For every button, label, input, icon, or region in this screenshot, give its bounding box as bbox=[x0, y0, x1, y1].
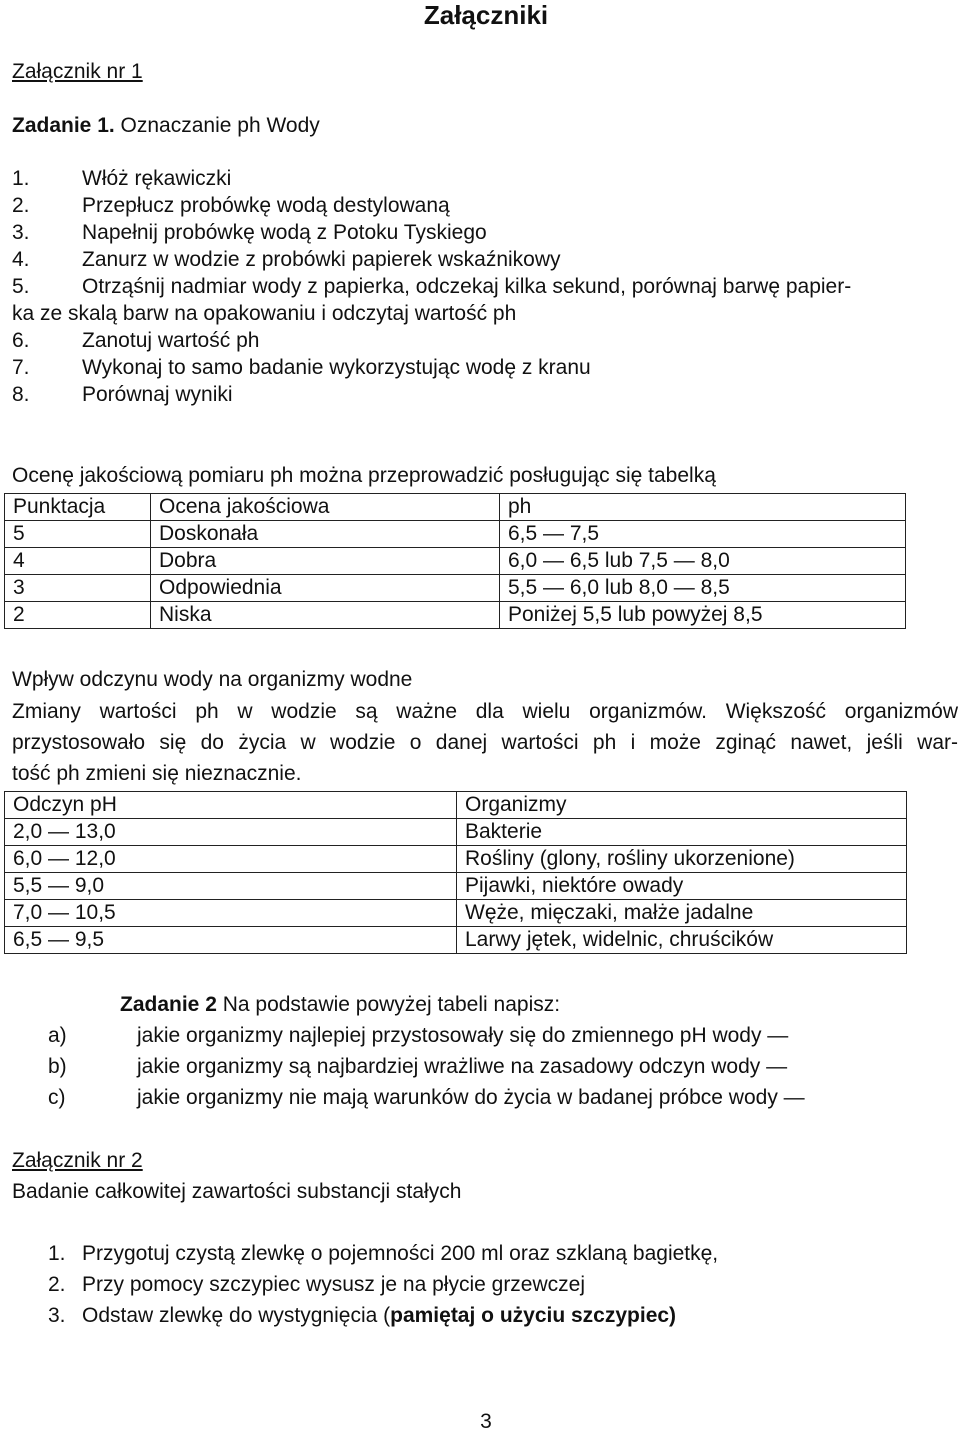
list-item: 4. Zanurz w wodzie z probówki papierek wskaźnikowy bbox=[12, 248, 561, 271]
table-row bbox=[5, 900, 907, 927]
influence-heading: Wpływ odczynu wody na organizmy wodne bbox=[12, 668, 413, 691]
list-item: 1. Przygotuj czystą zlewkę o pojemności 200 ml oraz szklaną bagietkę, bbox=[48, 1242, 719, 1265]
task-1-label: Zadanie 1. bbox=[12, 114, 115, 137]
paragraph-line: przystosowało się do życia w wodzie o danej wartości ph i może zginąć nawet, jeśli war- bbox=[12, 731, 958, 754]
table-cell: 7,0 — 10,5 bbox=[5, 900, 457, 927]
table-cell: 2 bbox=[5, 602, 151, 629]
table-row bbox=[5, 521, 906, 548]
list-item: 5. Otrząśnij nadmiar wody z papierka, odczekaj kilka sekund, porównaj barwę papier- bbox=[12, 275, 852, 298]
table-cell: Dobra bbox=[151, 548, 500, 575]
table-cell: Odczyn pH bbox=[5, 792, 457, 819]
table-row bbox=[5, 548, 906, 575]
table-header-row bbox=[5, 792, 907, 819]
list-item: 1. Włóż rękawiczki bbox=[12, 167, 232, 190]
question-text: jakie organizmy nie mają warunków do życia w badanej próbce wody — bbox=[137, 1086, 805, 1109]
table-cell: ph bbox=[500, 494, 906, 521]
table-cell: Organizmy bbox=[457, 792, 907, 819]
list-item-continuation: ka ze skalą barw na opakowaniu i odczytaj wartość ph bbox=[12, 302, 517, 325]
table-cell: 5 bbox=[5, 521, 151, 548]
table-cell: 6,5 — 9,5 bbox=[5, 927, 457, 954]
table-row bbox=[5, 846, 907, 873]
list-item: 3. Napełnij probówkę wodą z Potoku Tyskiego bbox=[12, 221, 487, 244]
list-item: 7. Wykonaj to samo badanie wykorzystując wodę z kranu bbox=[12, 356, 591, 379]
task-2-heading bbox=[120, 993, 560, 1017]
list-item: 3. Odstaw zlewkę do wystygnięcia (pamiętaj o użyciu szczypiec) bbox=[48, 1304, 677, 1327]
table-cell: Poniżej 5,5 lub powyżej 8,5 bbox=[500, 602, 906, 629]
list-item: 2. Przy pomocy szczypiec wysusz je na płycie grzewczej bbox=[48, 1273, 585, 1296]
table-header-row bbox=[5, 494, 906, 521]
table-cell: 6,0 — 12,0 bbox=[5, 846, 457, 873]
table-cell: 6,5 — 7,5 bbox=[500, 521, 906, 548]
attachment-2-subtitle: Badanie całkowitej zawartości substancji stałych bbox=[12, 1180, 462, 1203]
table-cell: Ocena jakościowa bbox=[151, 494, 500, 521]
table-cell: Larwy jętek, widelnic, chruścików bbox=[457, 927, 907, 954]
question-label: a) bbox=[48, 1024, 67, 1047]
table-cell: Odpowiednia bbox=[151, 575, 500, 602]
table-cell: 3 bbox=[5, 575, 151, 602]
task-2-label: Zadanie 2 bbox=[120, 993, 217, 1016]
table-cell: Doskonała bbox=[151, 521, 500, 548]
influence-paragraph bbox=[12, 696, 958, 789]
table-cell: Punktacja bbox=[5, 494, 151, 521]
task-2-instruction: Na podstawie powyżej tabeli napisz: bbox=[216, 993, 561, 1016]
list-item: 2. Przepłucz probówkę wodą destylowaną bbox=[12, 194, 450, 217]
table-row bbox=[5, 927, 907, 954]
ph-organisms-table bbox=[4, 791, 907, 954]
table-cell: 5,5 — 6,0 lub 8,0 — 8,5 bbox=[500, 575, 906, 602]
question-label: c) bbox=[48, 1086, 66, 1109]
question-text: jakie organizmy najlepiej przystosowały się do zmiennego pH wody — bbox=[137, 1024, 789, 1047]
table-cell: Rośliny (glony, rośliny ukorzenione) bbox=[457, 846, 907, 873]
table-cell: Bakterie bbox=[457, 819, 907, 846]
list-item: 6. Zanotuj wartość ph bbox=[12, 329, 260, 352]
table-cell: 4 bbox=[5, 548, 151, 575]
paragraph-line: Zmiany wartości ph w wodzie są ważne dla wielu organizmów. Większość organizmów bbox=[12, 700, 958, 723]
attachment-2-heading: Załącznik nr 2 bbox=[12, 1149, 143, 1172]
task-1-heading bbox=[12, 114, 320, 138]
table-row bbox=[5, 873, 907, 900]
table-row bbox=[5, 575, 906, 602]
list-item: 8. Porównaj wyniki bbox=[12, 383, 233, 406]
table-cell: Węże, mięczaki, małże jadalne bbox=[457, 900, 907, 927]
page-number: 3 bbox=[480, 1410, 492, 1433]
table-cell: Pijawki, niektóre owady bbox=[457, 873, 907, 900]
task-1-title: Oznaczanie ph Wody bbox=[114, 114, 320, 137]
table-cell: 2,0 — 13,0 bbox=[5, 819, 457, 846]
table-cell: Niska bbox=[151, 602, 500, 629]
table-cell: 5,5 — 9,0 bbox=[5, 873, 457, 900]
table-row bbox=[5, 819, 907, 846]
paragraph-line: tość ph zmieni się nieznacznie. bbox=[12, 762, 302, 785]
page-title: Załączniki bbox=[423, 0, 549, 30]
rating-intro: Ocenę jakościową pomiaru ph można przeprowadzić posługując się tabelką bbox=[12, 464, 716, 487]
table-row bbox=[5, 602, 906, 629]
table-cell: 6,0 — 6,5 lub 7,5 — 8,0 bbox=[500, 548, 906, 575]
question-text: jakie organizmy są najbardziej wrażliwe na zasadowy odczyn wody — bbox=[137, 1055, 788, 1078]
attachment-1-heading: Załącznik nr 1 bbox=[12, 60, 143, 83]
ph-rating-table bbox=[4, 493, 906, 629]
question-label: b) bbox=[48, 1055, 67, 1078]
